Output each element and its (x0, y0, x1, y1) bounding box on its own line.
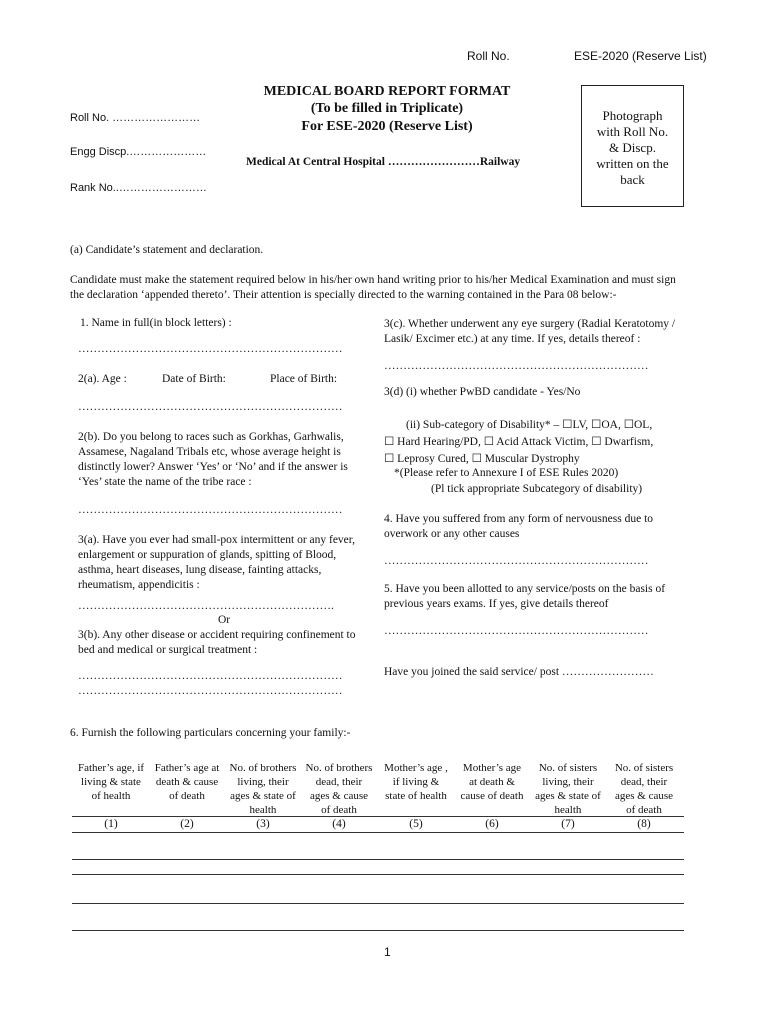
header-list: ESE-2020 (Reserve List) (574, 49, 707, 63)
col-head-line: No. of sisters (538, 762, 598, 774)
q2b-line: ‘Yes’ state the name of the tribe race : (78, 476, 252, 488)
col-head-line: cause of death (460, 790, 524, 802)
q2b-line: 2(b). Do you belong to races such as Gorkhas, Garhwalis, (78, 431, 344, 443)
col-head-line: health (554, 804, 582, 816)
q2b-line: Assamese, Nagaland Tribals etc, whose average height is (78, 446, 341, 458)
col-head-line: ages & state of (230, 790, 296, 802)
col-head-line: if living & (392, 776, 440, 788)
photo-text-line: written on the (596, 156, 669, 171)
q3c-line: Lasik/ Excimer etc.) at any time. If yes, details thereof : (384, 333, 641, 345)
family-col-2 (148, 761, 226, 803)
q4-dotted-line: …………………………………………………………… (384, 555, 649, 567)
q3d-subcategory (384, 417, 653, 468)
subcategory-line: (ii) Sub-category of Disability* – ☐LV, ☐OA, ☐OL, (406, 419, 653, 431)
q3a-line: asthma, heart diseases, lung disease, fainting attacks, (78, 564, 322, 576)
q2a-age-label: 2(a). Age : (78, 373, 127, 385)
q3a-dotted-line: …………………………………………………………. (78, 600, 334, 612)
family-col-6 (453, 761, 531, 803)
q5-line: 5. Have you been allotted to any service/posts on the basis of (384, 583, 666, 595)
col-head-line: of death (626, 804, 662, 816)
family-col-7 (529, 761, 607, 817)
q3a-line: rheumatism, appendicitis : (78, 579, 200, 591)
q2b-line: distinctly lower? Answer ‘Yes’ or ‘No’ and if the answer is (78, 461, 348, 473)
subcategory-line: ☐ Hard Hearing/PD, ☐ Acid Attack Victim, ☐ Dwarfism, (384, 436, 654, 448)
photo-text-line: with Roll No. (596, 124, 669, 139)
col-head-line: death & cause (155, 776, 219, 788)
col-head-line: No. of brothers (305, 762, 373, 774)
roll-no-field: Roll No. …………………… (70, 112, 201, 124)
form-subtitle-exam: For ESE-2020 (Reserve List) (301, 119, 473, 134)
engg-discp-field: Engg Discp.………………… (70, 146, 207, 158)
section-a-para-line2: the declaration ‘appended thereto’. Their attention is specially directed to the warning contained in the Para 08 below:- (70, 289, 617, 301)
annexure-note: *(Please refer to Annexure I of ESE Rules 2020) (394, 467, 619, 479)
q3b-dotted-line-2: …………………………………………………………… (78, 685, 343, 697)
q1-name-label: 1. Name in full(in block letters) : (80, 317, 232, 329)
family-col-5 (377, 761, 455, 803)
col-head-line: Father’s age at (154, 762, 220, 774)
q3b-question (78, 628, 356, 658)
q5-question (384, 582, 665, 612)
photo-text-line: & Discp. (609, 140, 656, 155)
col-head-line: of death (169, 790, 205, 802)
q5-line: previous years exams. If yes, give details thereof (384, 598, 609, 610)
q3b-line: 3(b). Any other disease or accident requiring confinement to (78, 629, 356, 641)
col-num-4: (4) (332, 818, 346, 830)
q2b-dotted-line: …………………………………………………………… (78, 504, 343, 516)
q3d-pwbd-question: 3(d) (i) whether PwBD candidate - Yes/No (384, 386, 581, 398)
col-head-line: Mother’s age (462, 762, 522, 774)
col-head-line: state of health (385, 790, 447, 802)
col-head-line: living, their (237, 776, 289, 788)
col-head-line: of death (321, 804, 357, 816)
col-head-line: of health (91, 790, 131, 802)
q2a-dotted-line: …………………………………………………………… (78, 401, 343, 413)
table-header-rule (72, 816, 684, 817)
col-head-line: health (249, 804, 277, 816)
or-label: Or (218, 614, 231, 626)
q1-dotted-line: …………………………………………………………… (78, 343, 343, 355)
col-num-1: (1) (104, 818, 118, 830)
family-col-8 (605, 761, 683, 817)
family-col-4 (300, 761, 378, 817)
q2b-question (78, 430, 378, 490)
family-col-1 (72, 761, 150, 803)
col-num-2: (2) (180, 818, 194, 830)
col-head-line: ages & state of (535, 790, 601, 802)
form-subtitle-triplicate: (To be filled in Triplicate) (310, 101, 464, 116)
col-head-line: ages & cause (614, 790, 674, 802)
family-col-3 (224, 761, 302, 817)
q3c-question (384, 317, 675, 347)
q3a-line: enlargement or suppuration of glands, spitting of Blood, (78, 549, 337, 561)
q3a-question (78, 533, 355, 593)
q5-dotted-line: …………………………………………………………… (384, 625, 649, 637)
col-num-6: (6) (485, 818, 499, 830)
header-roll-no: Roll No. (467, 49, 510, 63)
table-row-rule (72, 874, 684, 875)
col-num-3: (3) (256, 818, 270, 830)
page-number: 1 (384, 945, 391, 959)
col-head-line: at death & (469, 776, 515, 788)
q2a-pob-label: Place of Birth: (270, 373, 338, 385)
col-head-line: living, their (542, 776, 594, 788)
subcategory-line: ☐ Leprosy Cured, ☐ Muscular Dystrophy (384, 453, 580, 465)
section-a-heading: (a) Candidate’s statement and declaration. (70, 244, 264, 256)
col-head-line: living & state (81, 776, 141, 788)
joined-service-question: Have you joined the said service/ post …………………… (384, 666, 654, 678)
q2a-dob-label: Date of Birth: (162, 373, 226, 385)
family-heading: 6. Furnish the following particulars concerning your family:- (70, 727, 351, 739)
q3b-dotted-line-1: …………………………………………………………… (78, 670, 343, 682)
col-num-5: (5) (409, 818, 423, 830)
q3c-line: 3(c). Whether underwent any eye surgery (Radial Keratotomy / (384, 318, 676, 330)
section-a-para-line1: Candidate must make the statement required below in his/her own hand writing prior to his/her Medical Examination and must sign (70, 274, 676, 286)
hospital-line: Medical At Central Hospital ……………………Railway (246, 156, 521, 168)
q3c-dotted-line: …………………………………………………………… (384, 360, 649, 372)
col-head-line: No. of brothers (229, 762, 297, 774)
photo-text-line: back (620, 172, 645, 187)
tick-note: (Pl tick appropriate Subcategory of disability) (431, 483, 643, 495)
table-num-rule (72, 832, 684, 833)
q4-line: 4. Have you suffered from any form of nervousness due to (384, 513, 654, 525)
table-row-rule (72, 903, 684, 904)
col-head-line: No. of sisters (614, 762, 674, 774)
col-head-line: ages & cause (309, 790, 369, 802)
col-head-line: dead, their (620, 776, 668, 788)
table-row-rule (72, 930, 684, 931)
rank-no-field: Rank No..…………………… (70, 182, 207, 194)
q3b-line: bed and medical or surgical treatment : (78, 644, 258, 656)
q4-question (384, 512, 653, 542)
q4-line: overwork or any other causes (384, 528, 520, 540)
col-num-7: (7) (561, 818, 575, 830)
photograph-box (581, 85, 684, 207)
table-row-rule (72, 859, 684, 860)
col-head-line: Father’s age, if (77, 762, 145, 774)
q3a-line: 3(a). Have you ever had small-pox intermittent or any fever, (78, 534, 356, 546)
col-head-line: Mother’s age , (384, 762, 448, 774)
form-title: MEDICAL BOARD REPORT FORMAT (263, 84, 511, 99)
col-num-8: (8) (637, 818, 651, 830)
col-head-line: dead, their (315, 776, 363, 788)
photo-text-line: Photograph (602, 108, 663, 123)
